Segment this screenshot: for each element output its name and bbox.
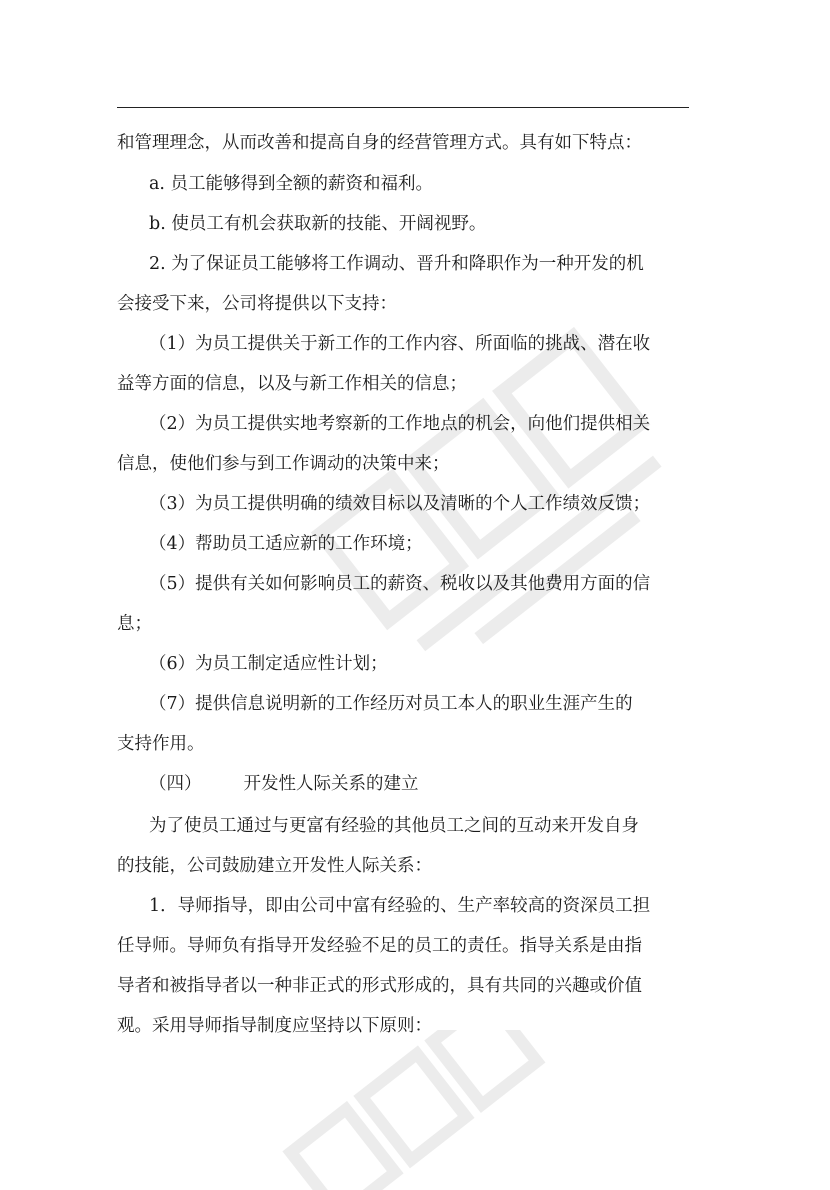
paragraph-line: 导者和被指导者以一种非正式的形式形成的，具有共同的兴趣或价值 [117,976,642,996]
paragraph-line: 和管理理念，从而改善和提高自身的经营管理方式。具有如下特点： [117,133,642,153]
paragraph-line: 为了使员工通过与更富有经验的其他员工之间的互动来开发自身 [149,816,639,836]
watermark-bottom-icon [250,1030,570,1190]
list-item-b: b. 使员工有机会获取新的技能、开阔视野。 [149,214,487,234]
list-item-7: （7）提供信息说明新的工作经历对员工本人的职业生涯产生的 [149,694,633,714]
paragraph-line: 任导师。导师负有指导开发经验不足的员工的责任。指导关系是由指 [117,936,642,956]
list-item-1: （1）为员工提供关于新工作的工作内容、所面临的挑战、潜在收 [149,334,651,354]
list-item-a: a. 员工能够得到全额的薪资和福利。 [149,174,434,194]
paragraph-line: 益等方面的信息，以及与新工作相关的信息； [117,374,467,394]
paragraph-line: 信息，使他们参与到工作调动的决策中来； [117,454,450,474]
section-heading [149,766,745,802]
paragraph-line: 2. 为了保证员工能够将工作调动、晋升和降职作为一种开发的机 [149,254,644,274]
paragraph-line: 会接受下来，公司将提供以下支持： [117,294,397,314]
paragraph-line: 息； [117,614,152,634]
list-item-2: （2）为员工提供实地考察新的工作地点的机会，向他们提供相关 [149,414,651,434]
header-rule [117,107,689,108]
section-number: （四） [149,774,202,794]
paragraph-line: 的技能，公司鼓励建立开发性人际关系： [117,856,432,876]
list-item-6: （6）为员工制定适应性计划； [149,654,388,674]
paragraph-line: 观。采用导师指导制度应坚持以下原则： [117,1016,432,1036]
list-item-3: （3）为员工提供明确的绩效目标以及清晰的个人工作绩效反馈； [149,494,651,514]
paragraph-line: 支持作用。 [117,734,205,754]
list-item-4: （4）帮助员工适应新的工作环境； [149,534,423,554]
section-title: 开发性人际关系的建立 [243,774,419,794]
list-item-mentor: 1．导师指导，即由公司中富有经验的、生产率较高的资深员工担 [149,896,651,916]
list-item-5: （5）提供有关如何影响员工的薪资、税收以及其他费用方面的信 [149,574,651,594]
